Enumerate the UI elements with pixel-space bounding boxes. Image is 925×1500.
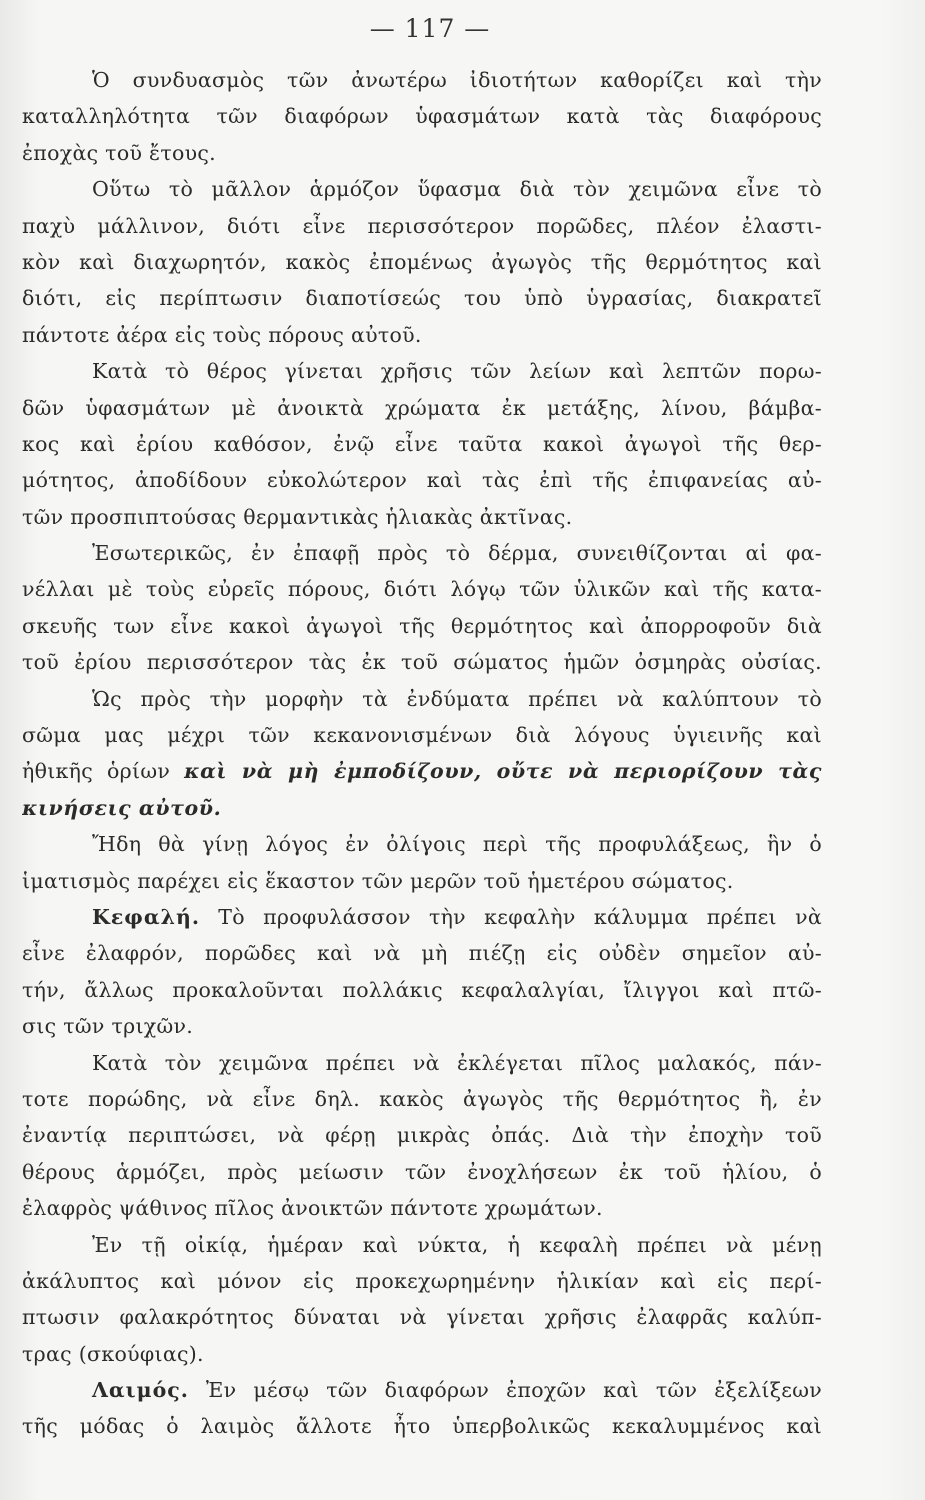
text-line [22,1081,822,1117]
text-line [22,208,822,244]
text-line [22,171,822,207]
text-line [22,280,822,316]
line-text: παχὺ μάλλινον, διότι εἶνε περισσότερον πορῶδες, πλέον ἐλαστι- [22,213,822,238]
text-line [22,98,822,134]
section-heading: Λαιμός. [92,1378,189,1403]
text-line [22,1008,822,1044]
text-line [22,244,822,280]
line-text: Ἐσωτερικῶς, ἐν ἐπαφῇ πρὸς τὸ δέρμα, συνειθίζονται αἱ φα- [92,541,822,566]
text-line [22,499,822,535]
text-line [22,826,822,862]
line-text: ἐποχὰς τοῦ ἔτους. [22,140,216,165]
text-line [22,317,822,353]
line-text: πτωσιν φαλακρότητος δύναται νὰ γίνεται χρῆσις ἐλαφρᾶς καλύπ- [22,1305,822,1330]
line-text: Κατὰ τὸν χειμῶνα πρέπει νὰ ἐκλέγεται πῖλος μαλακός, πάν- [92,1050,822,1075]
line-text: Ἐν τῇ οἰκίᾳ, ἡμέραν καὶ νύκτα, ἡ κεφαλὴ πρέπει νὰ μένῃ [92,1232,822,1257]
text-line [22,681,822,717]
text-line [22,426,822,462]
text-line [22,353,822,389]
section-heading: Κεφαλή. [92,904,201,929]
text-line [22,1263,822,1299]
line-text: Ἤδη θὰ γίνῃ λόγος ἐν ὀλίγοις περὶ τῆς προφυλάξεως, ἣν ὁ [92,832,822,857]
line-text: Ὡς πρὸς τὴν μορφὴν τὰ ἐνδύματα πρέπει νὰ καλύπτουν τὸ [92,686,822,711]
line-text: Κατὰ τὸ θέρος γίνεται χρῆσις τῶν λείων καὶ λεπτῶν πορω- [92,359,822,384]
emphasized-text: καὶ νὰ μὴ ἐμποδίζουν, οὔτε νὰ περιορίζουν τὰς [184,759,822,784]
line-text: σῶμα μας μέχρι τῶν κεκανονισμένων διὰ λόγους ὑγιεινῆς καὶ [22,723,822,748]
line-text: κος καὶ ἐρίου καθόσον, ἐνῷ εἶνε ταῦτα κακοὶ ἀγωγοὶ τῆς θερ- [22,431,822,456]
line-text: θέρους ἁρμόζει, πρὸς μείωσιν τῶν ἐνοχλήσεων ἐκ τοῦ ἡλίου, ὁ [22,1159,822,1184]
text-line [22,608,822,644]
line-text: τῶν προσπιπτούσας θερμαντικὰς ἡλιακὰς ἀκτῖνας. [22,504,573,529]
line-text: ἀκάλυπτος καὶ μόνον εἰς προκεχωρημένην ἡλικίαν καὶ εἰς περί- [22,1268,822,1293]
line-text: τοτε πορώδης, νὰ εἶνε δηλ. κακὸς ἀγωγὸς τῆς θερμότητος ἢ, ἐν [22,1086,822,1111]
line-text: σκευῆς των εἶνε κακοὶ ἀγωγοὶ τῆς θερμότητος καὶ ἀπορροφοῦν διὰ [22,613,822,638]
text-line [22,717,822,753]
line-text: Ἐν μέσῳ τῶν διαφόρων ἐποχῶν καὶ τῶν ἐξελίξεων [188,1378,822,1403]
text-line [22,390,822,426]
line-text: ἐναντίᾳ περιπτώσει, νὰ φέρῃ μικρὰς ὀπάς. Διὰ τὴν ἐποχὴν τοῦ [22,1123,822,1148]
line-text: δῶν ὑφασμάτων μὲ ἀνοικτὰ χρώματα ἐκ μετάξης, λίνου, βάμβα- [22,395,822,420]
text-line [22,135,822,171]
line-text: Οὕτω τὸ μᾶλλον ἁρμόζον ὕφασμα διὰ τὸν χειμῶνα εἶνε τὸ [92,177,822,202]
text-line [22,1227,822,1263]
text-line [22,899,822,935]
text-line [22,1299,822,1335]
text-line [22,535,822,571]
line-text: τῆς μόδας ὁ λαιμὸς ἄλλοτε ἦτο ὑπερβολικῶς κεκαλυμμένος καὶ [22,1414,822,1439]
line-text: ἱματισμὸς παρέχει εἰς ἕκαστον τῶν μερῶν τοῦ ἡμετέρου σώματος. [22,868,734,893]
emphasized-text: κινήσεις αὐτοῦ. [22,795,222,820]
line-text: διότι, εἰς περίπτωσιν διαποτίσεώς του ὑπὸ ὑγρασίας, διακρατεῖ [22,286,822,311]
line-text: κὸν καὶ διαχωρητόν, κακὸς ἐπομένως ἀγωγὸς τῆς θερμότητος καὶ [22,249,822,274]
line-text: τήν, ἄλλως προκαλοῦνται πολλάκις κεφαλαλγίαι, ἴλιγγοι καὶ πτῶ- [22,977,822,1002]
text-line [22,1336,822,1372]
line-text: εἶνε ἐλαφρόν, πορῶδες καὶ νὰ μὴ πιέζῃ εἰς οὐδὲν σημεῖον αὐ- [22,941,822,966]
text-line [22,1408,822,1444]
text-line [22,1154,822,1190]
text-line [22,1045,822,1081]
text-line [22,62,822,98]
line-text: νέλλαι μὲ τοὺς εὐρεῖς πόρους, διότι λόγῳ τῶν ὑλικῶν καὶ τῆς κατα- [22,577,822,602]
line-text: μότητος, ἀποδίδουν εὐκολώτερον καὶ τὰς ἐπὶ τῆς ἐπιφανείας αὐ- [22,468,822,493]
text-line [22,790,822,826]
text-line [22,1190,822,1226]
line-text: ἠθικῆς ὁρίων [22,759,185,784]
text-line [22,863,822,899]
line-text: τρας (σκούφιας). [22,1341,204,1366]
text-line [22,935,822,971]
text-line [22,644,822,680]
line-text: καταλληλότητα τῶν διαφόρων ὑφασμάτων κατὰ τὰς διαφόρους [22,104,822,129]
text-line [22,972,822,1008]
line-text: Τὸ προφυλάσσον τὴν κεφαλὴν κάλυμμα πρέπει νὰ [200,904,822,929]
line-text: ἐλαφρὸς ψάθινος πῖλος ἀνοικτῶν πάντοτε χρωμάτων. [22,1196,603,1221]
line-text: τοῦ ἐρίου περισσότερον τὰς ἐκ τοῦ σώματος ἡμῶν ὀσμηρὰς οὐσίας. [22,650,822,675]
text-line [22,462,822,498]
text-line [22,571,822,607]
line-text: σις τῶν τριχῶν. [22,1014,194,1039]
line-text: Ὁ συνδυασμὸς τῶν ἀνωτέρω ἰδιοτήτων καθορίζει καὶ τὴν [92,68,822,92]
body-text [22,62,822,1445]
text-line [22,1372,822,1408]
text-line [22,753,822,789]
page-number: — 117 — [369,14,491,43]
text-line [22,1117,822,1153]
line-text: πάντοτε ἀέρα εἰς τοὺς πόρους αὐτοῦ. [22,322,422,347]
